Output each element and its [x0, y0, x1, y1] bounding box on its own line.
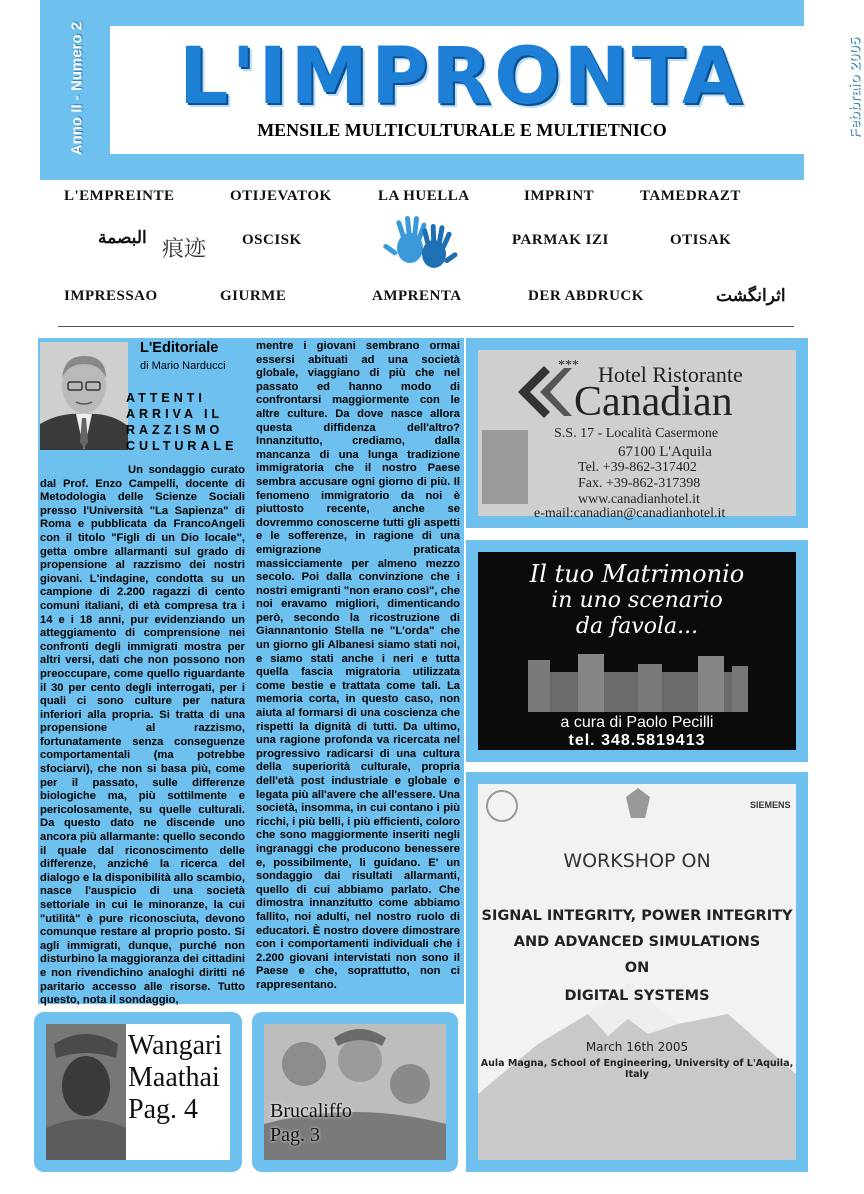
author-photo: [40, 342, 128, 450]
wedding-ad: [466, 540, 808, 762]
teaser-maathai-panel: [46, 1024, 230, 1160]
workshop-title-2: AND ADVANCED SIMULATIONS: [513, 934, 761, 950]
teaser-brucaliffo[interactable]: [252, 1012, 458, 1172]
teaser-brucaliffo-panel: [264, 1024, 446, 1160]
eagle-crest-icon: [626, 788, 650, 818]
masthead-panel: [110, 26, 814, 154]
hotel-address: S.S. 17 - Località Casermone: [554, 426, 719, 441]
hotel-type: Hotel Ristorante: [598, 362, 743, 387]
handprints-icon: [382, 212, 462, 276]
masthead: [40, 0, 864, 180]
castle-image: [518, 642, 758, 712]
editorial-panel: [38, 338, 464, 1007]
teaser-maathai-page: Pag. 4: [128, 1094, 198, 1125]
wedding-phone: tel. 348.5819413: [568, 732, 706, 749]
word-romanian: AMPRENTA: [372, 288, 462, 304]
issue-date: Febbraio 2005: [846, 38, 864, 139]
hotel-ad: [466, 338, 808, 528]
editorial-title: L'Editoriale: [140, 340, 219, 356]
sponsor-name: SIEMENS: [750, 800, 791, 810]
workshop-heading: WORKSHOP ON: [563, 850, 711, 872]
word-german: DER ABDRUCK: [528, 288, 644, 304]
workshop-title-3: ON: [624, 960, 650, 976]
hotel-stars: ***: [558, 358, 579, 373]
word-sardinian: GIURME: [220, 288, 287, 304]
teaser-maathai-name-1: Wangari: [128, 1030, 223, 1061]
hotel-name: Canadian: [574, 379, 733, 425]
workshop-venue: Aula Magna, School of Engineering, University of L'Aquila, Italy: [480, 1058, 794, 1080]
word-arabic: البصمة: [98, 228, 147, 247]
word-french: L'EMPREINTE: [64, 188, 175, 204]
hotel-email: e-mail:canadian@canadianhotel.it: [534, 506, 726, 521]
word-polish: OSCISK: [242, 232, 302, 248]
workshop-title-4: DIGITAL SYSTEMS: [564, 988, 710, 1004]
wedding-line-3: da favola...: [575, 614, 699, 639]
editorial-headline: ATTENTI ARRIVA IL RAZZISMO CULTURALE: [126, 391, 238, 453]
workshop-ad: [466, 772, 808, 1172]
editorial-column-1: Un sondaggio curato dal Prof. Enzo Campelli, docente di Metodologia delle Scienze Sociali presso l'Università "La Sapienza" di Roma e pubblicata da FrancoAngeli con il titolo "Figli di un Dio locale", getta ombre allarmanti sul grado di propensione al razzismo dei nostri giovani. L'indagine, condotta su un campione di 2.200 ragazzi di cento comuni italiani, di età compresa tra i 14 e i 18 anni, pur evidenziando un atteggiamento di comprensione nei confronti degli immigrati mostra per altri versi, dati che non possono non preoccupare, come quello riguardante il 30 per cento degli interrogati, per i quali ci sono culture per natura inferiori alla propria. Si tratta di una propensione al razzismo, fortunatamente senza conseguenze comportamentali (ma potrebbe sfociarvi), che non si basa più, come per il passato, sulle differenze biologiche ma, più sottilmente e pericolosamente, su quelle culturali. Da questo dato ne discende uno ancora più allarmante: quello secondo il quale dal riconoscimento delle differenze, anziché la ricerca del dialogo e la disponibilità allo scambio, nasce l'auspicio di una società settoriale in cui le minoranze, la cui "utilità" è pure riconosciuta, devono comunque restare al proprio posto. Si agli immigrati, dunque, purché non disturbino la maggioranza dei cittadini e non rivendichino analoghi diritti né paritario accesso alle risorse. Tutto questo, nota il sondaggio,: [40, 464, 245, 1007]
workshop-date: March 16th 2005: [585, 1040, 689, 1054]
word-english: IMPRINT: [524, 188, 595, 204]
word-berber: TAMEDRAZT: [640, 188, 741, 204]
word-spanish: LA HUELLA: [378, 188, 470, 204]
word-portuguese: IMPRESSAO: [64, 288, 158, 304]
section-divider: [58, 326, 794, 327]
issue-number: Anno II - Numero 2: [68, 21, 86, 156]
editorial-column-2: mentre i giovani sembrano ormai essersi abituati ad una società globale, viaggiano di più che nel passato ed hanno modo di confrontarsi maggiormente con le altre culture. Da dove nasce allora questa diffidenza dell'altro? Innanzitutto, crediamo, dalla mancanza di una lunga tradizione immigratoria che il nostro Paese sembra accusare ogni giorno di più. Il fenomeno immigratorio da noi è piuttosto recente, anche se dovremmo conoscerne tutti gli aspetti e le sofferenze, in ragione di una emigrazione praticata massicciamente per almeno mezzo secolo. Poi dalla convinzione che i nostri emigranti "non erano così", che noi eravamo migliori, dimenticando però, secondo la ricostruzione di Giannantonio Stella ne "L'orda" che un giorno gli Albanesi siamo stati noi, e siamo stati anche i neri e tutta quella fascia migratoria utilizzata come bestie e trattata come tali. La memoria corta, in questo caso, non aiuta al formarsi di una coscienza che rispetti la dignità di tutti. Da ultimo, una ragione profonda va ricercata nel progressivo radicarsi di una cultura della superiorità culturale, propria dell'età post industriale e globale e legata più all'avere che all'essere. Una società, insomma, in cui contano i più ricchi, i più belli, i più efficienti, coloro che sono maggiormente inseriti negli ingranaggi che producono benessere e, possibilmente, li guidano. E' un sondaggio dai risultati allarmanti, quello di cui abbiamo parlato. Che dimostra innanzitutto come abbiamo fallito, noi adulti, nel nostro ruolo di educatori. È nostro dovere dimostrare con i comportamenti individuali che i 2.200 giovani intervistati non sono il Paese e che, soprattutto, non ci rappresentano.: [256, 340, 460, 991]
hotel-ad-panel: [478, 350, 796, 521]
wedding-line-1: Il tuo Matrimonio: [529, 560, 745, 588]
wedding-organizer: a cura di Paolo Pecilli: [560, 714, 714, 731]
hotel-phone: Tel. +39-862-317402: [578, 460, 697, 475]
hotel-building-image: [482, 430, 528, 504]
newspaper-subtitle: MENSILE MULTICULTURALE E MULTIETNICO: [257, 120, 667, 140]
university-logo-icon: [486, 790, 518, 822]
word-hungarian: OTIJEVATOK: [230, 188, 332, 204]
word-croatian: OTISAK: [670, 232, 732, 248]
wedding-ad-panel: [478, 552, 796, 750]
maathai-photo: [46, 1024, 126, 1160]
newspaper-logo: L'IMPRONTA: [178, 32, 746, 122]
teaser-maathai[interactable]: [34, 1012, 242, 1172]
teaser-brucaliffo-page: Pag. 3: [270, 1124, 320, 1146]
wedding-line-2: in uno scenario: [551, 588, 723, 613]
word-persian: اثرانگشت: [716, 286, 786, 305]
workshop-title-1: SIGNAL INTEGRITY, POWER INTEGRITY: [481, 908, 793, 924]
hotel-city: 67100 L'Aquila: [618, 444, 712, 460]
hotel-website: www.canadianhotel.it: [578, 492, 700, 507]
word-turkish: PARMAK IZI: [512, 232, 609, 248]
word-chinese: 痕迹: [162, 237, 207, 262]
editorial-author: di Mario Narducci: [140, 360, 226, 372]
teaser-brucaliffo-title: Brucaliffo: [270, 1100, 352, 1122]
hotel-fax: Fax. +39-862-317398: [578, 476, 701, 491]
teaser-maathai-name-2: Maathai: [128, 1062, 220, 1093]
workshop-ad-panel: [478, 784, 796, 1160]
